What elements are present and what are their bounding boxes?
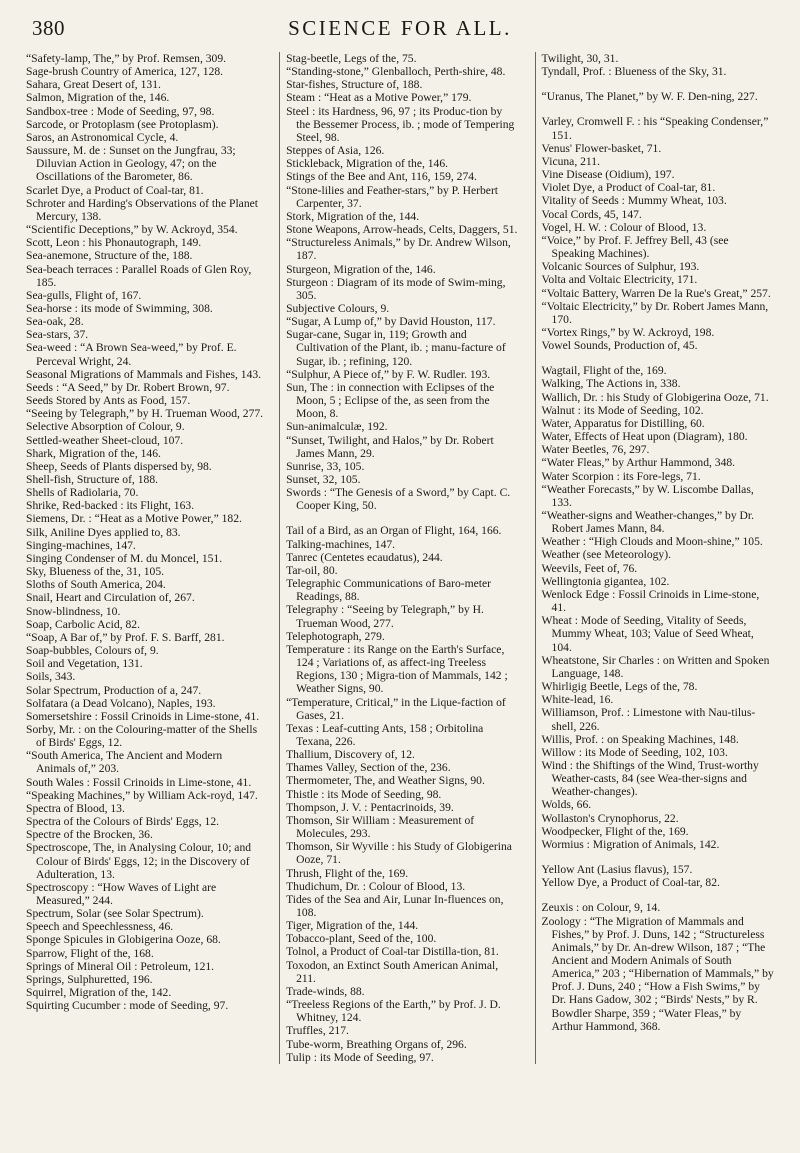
index-entry: Soap-bubbles, Colours of, 9. bbox=[26, 644, 159, 658]
index-entry: Tolnol, a Product of Coal-tar Distilla-tion, 81. bbox=[286, 945, 499, 959]
index-entry: Varley, Cromwell F. : his “Speaking Condenser,” 151. bbox=[541, 115, 769, 142]
index-entry: “Water Fleas,” by Arthur Hammond, 348. bbox=[541, 456, 736, 470]
index-entry: “South America, The Ancient and Modern Animals of,” 203. bbox=[26, 749, 223, 776]
index-entry: Telegraphy : “Seeing by Telegraph,” by H. Trueman Wood, 277. bbox=[286, 603, 484, 630]
index-entry: Whirligig Beetle, Legs of the, 78. bbox=[541, 680, 698, 694]
index-entry: Wallich, Dr. : his Study of Globigerina Ooze, 71. bbox=[541, 390, 769, 404]
index-entry: Star-fishes, Structure of, 188. bbox=[286, 78, 423, 92]
index-entry: Yellow Dye, a Product of Coal-tar, 82. bbox=[541, 876, 720, 890]
index-entry: “Soap, A Bar of,” by Prof. F. S. Barff, 281. bbox=[26, 630, 225, 644]
index-entry: Vocal Cords, 45, 147. bbox=[541, 207, 642, 221]
index-entry: Wellingtonia gigantea, 102. bbox=[541, 574, 670, 588]
index-entry: Solar Spectrum, Production of a, 247. bbox=[26, 683, 202, 697]
index-entry: Spectra of Blood, 13. bbox=[26, 801, 125, 815]
index-entry: Squirrel, Migration of the, 142. bbox=[26, 986, 172, 1000]
index-entry: Soils, 343. bbox=[26, 670, 76, 684]
index-entry: Sea-horse : its mode of Swimming, 308. bbox=[26, 301, 213, 315]
index-entry: Singing-machines, 147. bbox=[26, 538, 136, 552]
index-entry: Water, Effects of Heat upon (Diagram), 180. bbox=[541, 430, 748, 444]
index-entry: Steel : its Hardness, 96, 97 ; its Produc-tion by the Bessemer Process, ib. ; mode of Tempering Steel, 98. bbox=[286, 104, 515, 144]
index-entry: Squirting Cucumber : mode of Seeding, 97. bbox=[26, 999, 229, 1013]
index-entry: Somersetshire : Fossil Crinoids in Lime-stone, 41. bbox=[26, 709, 260, 723]
index-entry: Sugar-cane, Sugar in, 119; Growth and Cultivation of the Plant, ib. ; manu-facture of Sugar, ib. ; refining, 120. bbox=[286, 328, 506, 368]
index-entry: Sloths of South America, 204. bbox=[26, 578, 166, 592]
index-entry: Sun, The : in connection with Eclipses of the Moon, 5 ; Eclipse of the, as seen from the Moon, 8. bbox=[286, 380, 495, 421]
section-gap bbox=[286, 512, 518, 524]
index-entry: Sky, Blueness of the, 31, 105. bbox=[26, 565, 165, 579]
index-entry: Stork, Migration of the, 144. bbox=[286, 209, 420, 223]
index-entry: Tube-worm, Breathing Organs of, 296. bbox=[286, 1037, 467, 1051]
index-entry: “Voltaic Electricity,” by Dr. Robert James Mann, 170. bbox=[541, 299, 769, 326]
index-entry: Sorby, Mr. : on the Colouring-matter of the Shells of Birds' Eggs, 12. bbox=[26, 722, 258, 750]
index-entry: Truffles, 217. bbox=[286, 1024, 349, 1038]
index-entry: Scarlet Dye, a Product of Coal-tar, 81. bbox=[26, 183, 204, 197]
index-entry: Wheat : Mode of Seeding, Vitality of Seeds, Mummy Wheat, 103; Value of Seed Wheat, 104. bbox=[541, 614, 754, 654]
index-entry: Spectrum, Solar (see Solar Spectrum). bbox=[26, 907, 204, 921]
index-entry: Selective Absorption of Colour, 9. bbox=[26, 420, 185, 434]
index-entry: Zeuxis : on Colour, 9, 14. bbox=[541, 901, 661, 915]
index-entry: Schroter and Harding's Observations of the Planet Mercury, 138. bbox=[26, 196, 258, 223]
index-entry: Twilight, 30, 31. bbox=[541, 52, 619, 65]
index-entry: Thomson, Sir Wyville : his Study of Globigerina Ooze, 71. bbox=[286, 840, 512, 867]
index-entry: Vicuna, 211. bbox=[541, 154, 600, 168]
index-entry: Tiger, Migration of the, 144. bbox=[286, 919, 419, 933]
index-entry: “Voice,” by Prof. F. Jeffrey Bell, 43 (see Speaking Machines). bbox=[541, 233, 729, 261]
index-entry: Sunset, 32, 105. bbox=[286, 473, 361, 486]
index-entry: “Treeless Regions of the Earth,” by Prof. J. D. Whitney, 124. bbox=[286, 998, 501, 1025]
index-entry: Thistle : its Mode of Seeding, 98. bbox=[286, 787, 442, 801]
index-entry: “Weather Forecasts,” by W. Liscombe Dallas, 133. bbox=[541, 482, 754, 509]
index-entry: Soil and Vegetation, 131. bbox=[26, 657, 143, 671]
index-entry: Salmon, Migration of the, 146. bbox=[26, 91, 170, 105]
page-number: 380 bbox=[32, 16, 65, 40]
index-entry: Telegraphic Communications of Baro-meter Readings, 88. bbox=[286, 577, 492, 604]
index-entry: Scott, Leon : his Phonautograph, 149. bbox=[26, 236, 202, 250]
index-entry: Water, Apparatus for Distilling, 60. bbox=[541, 416, 705, 430]
index-entry: “Sunset, Twilight, and Halos,” by Dr. Robert James Mann, 29. bbox=[286, 433, 494, 460]
index-entry: “Safety-lamp, The,” by Prof. Remsen, 309. bbox=[26, 52, 227, 65]
index-entry: Toxodon, an Extinct South American Animal, 211. bbox=[286, 958, 499, 985]
index-entry: Tobacco-plant, Seed of the, 100. bbox=[286, 932, 437, 946]
index-entry: Snail, Heart and Circulation of, 267. bbox=[26, 591, 195, 605]
index-entry: Springs of Mineral Oil : Petroleum, 121. bbox=[26, 959, 215, 973]
index-entry: “Weather-signs and Weather-changes,” by Dr. Robert James Mann, 84. bbox=[541, 509, 755, 536]
index-entry: Stag-beetle, Legs of the, 75. bbox=[286, 52, 417, 65]
index-entry: “Seeing by Telegraph,” by H. Trueman Wood, 277. bbox=[26, 407, 264, 421]
index-entry: Stone Weapons, Arrow-heads, Celts, Daggers, 51. bbox=[286, 223, 518, 237]
index-entry: Tides of the Sea and Air, Lunar In-fluences on, 108. bbox=[286, 892, 504, 919]
section-gap bbox=[542, 352, 774, 364]
index-entry: Seasonal Migrations of Mammals and Fishes, 143. bbox=[26, 367, 262, 381]
index-entry: Sun-animalculæ, 192. bbox=[286, 420, 388, 434]
index-entry: Subjective Colours, 9. bbox=[286, 301, 390, 315]
index-entry: Wollaston's Crynophorus, 22. bbox=[541, 811, 679, 825]
index-entry: Talking-machines, 147. bbox=[286, 537, 396, 551]
index-entry: Telephotograph, 279. bbox=[286, 629, 385, 643]
index-entry: Thames Valley, Section of the, 236. bbox=[286, 761, 451, 775]
index-entry: Water Beetles, 76, 297. bbox=[541, 443, 650, 457]
section-gap bbox=[542, 78, 774, 90]
index-entry: Wenlock Edge : Fossil Crinoids in Lime-stone, 41. bbox=[541, 587, 760, 615]
index-entry: Shark, Migration of the, 146. bbox=[26, 446, 161, 460]
index-entry: “Sugar, A Lump of,” by David Houston, 117. bbox=[286, 315, 496, 329]
index-entry: “Speaking Machines,” by William Ack-royd, 147. bbox=[26, 788, 258, 802]
index-entry: Weevils, Feet of, 76. bbox=[541, 561, 638, 575]
index-entry: Walnut : its Mode of Seeding, 102. bbox=[541, 403, 704, 417]
index-entry: Solfatara (a Dead Volcano), Naples, 193. bbox=[26, 696, 216, 710]
index-entry: Sage-brush Country of America, 127, 128. bbox=[26, 65, 224, 79]
index-entry: Sheep, Seeds of Plants dispersed by, 98. bbox=[26, 459, 212, 473]
page-header bbox=[26, 14, 774, 48]
index-entry: Willis, Prof. : on Speaking Machines, 148. bbox=[541, 732, 739, 746]
index-entry: Seeds Stored by Ants as Food, 157. bbox=[26, 394, 191, 408]
index-entry: Thallium, Discovery of, 12. bbox=[286, 748, 415, 762]
index-entry: Settled-weather Sheet-cloud, 107. bbox=[26, 433, 184, 447]
index-entry: Vowel Sounds, Production of, 45. bbox=[541, 339, 698, 353]
index-entry: Steppes of Asia, 126. bbox=[286, 144, 385, 158]
index-entry: Williamson, Prof. : Limestone with Nau-tilus-shell, 226. bbox=[541, 706, 756, 733]
index-entry: Springs, Sulphuretted, 196. bbox=[26, 972, 153, 986]
index-entry: Thomson, Sir William : Measurement of Molecules, 293. bbox=[286, 813, 475, 841]
index-entry: Saussure, M. de : Sunset on the Jungfrau, 33; Diluvian Action in Geology, 47; on the Oscillations of the Barometer, 86. bbox=[26, 144, 236, 184]
index-entry: Wheatstone, Sir Charles : on Written and Spoken Language, 148. bbox=[541, 653, 770, 680]
index-entry: Water Scorpion : its Fore-legs, 71. bbox=[541, 469, 701, 483]
index-entry: “Uranus, The Planet,” by W. F. Den-ning, 227. bbox=[541, 90, 758, 104]
index-entry: Sparrow, Flight of the, 168. bbox=[26, 946, 154, 960]
index-entry: Shrike, Red-backed : its Flight, 163. bbox=[26, 499, 195, 513]
index-entry: Snow-blindness, 10. bbox=[26, 604, 121, 618]
index-entry: Seeds : “A Seed,” by Dr. Robert Brown, 97. bbox=[26, 380, 230, 394]
index-entry: Vine Disease (Oidium), 197. bbox=[541, 168, 675, 182]
index-entry: Spectroscopy : “How Waves of Light are Measured,” 244. bbox=[26, 880, 217, 907]
index-entry: Sea-gulls, Flight of, 167. bbox=[26, 288, 142, 302]
index-entry: Shell-fish, Structure of, 188. bbox=[26, 473, 159, 486]
index-entry: Stickleback, Migration of the, 146. bbox=[286, 157, 449, 171]
running-title: SCIENCE FOR ALL. bbox=[288, 16, 512, 40]
index-entry: Thudichum, Dr. : Colour of Blood, 13. bbox=[286, 879, 466, 893]
index-entry: Texas : Leaf-cutting Ants, 158 ; Orbitolina Texana, 226. bbox=[286, 721, 484, 748]
index-entry: “Scientific Deceptions,” by W. Ackroyd, 354. bbox=[26, 223, 238, 237]
index-entry: Spectroscope, The, in Analysing Colour, 10; and Colour of Birds' Eggs, 12; in the Discovery of Adulteration, 13. bbox=[26, 841, 252, 881]
index-entry: Tanrec (Centetes ecaudatus), 244. bbox=[286, 550, 443, 564]
index-entry: “Voltaic Battery, Warren De la Rue's Great,” 257. bbox=[541, 286, 771, 300]
index-entry: Swords : “The Genesis of a Sword,” by Capt. C. Cooper King, 50. bbox=[286, 486, 511, 513]
index-entry: Wolds, 66. bbox=[541, 798, 592, 812]
index-entry: Wagtail, Flight of the, 169. bbox=[541, 364, 667, 378]
index-column-2 bbox=[279, 52, 518, 1064]
index-entry: Vitality of Seeds : Mummy Wheat, 103. bbox=[541, 194, 727, 208]
index-entry: White-lead, 16. bbox=[541, 693, 614, 707]
index-entry: Temperature : its Range on the Earth's Surface, 124 ; Variations of, as affect-ing Treeless Regions, 130 ; Migra-tion of Mammals, 142 ; Weather Signs, 90. bbox=[286, 642, 508, 696]
index-entry: Soap, Carbolic Acid, 82. bbox=[26, 617, 140, 631]
index-entry: Trade-winds, 88. bbox=[286, 984, 365, 998]
index-entry: Walking, The Actions in, 338. bbox=[541, 377, 681, 391]
index-entry: Venus' Flower-basket, 71. bbox=[541, 141, 662, 155]
index-entry: Willow : its Mode of Seeding, 102, 103. bbox=[541, 745, 728, 759]
index-entry: Stings of the Bee and Ant, 116, 159, 274. bbox=[286, 170, 477, 184]
section-gap bbox=[542, 889, 774, 901]
index-column-3 bbox=[535, 52, 774, 1064]
index-entry: Tar-oil, 80. bbox=[286, 563, 338, 577]
index-entry: Steam : “Heat as a Motive Power,” 179. bbox=[286, 91, 472, 105]
index-entry: Volcanic Sources of Sulphur, 193. bbox=[541, 260, 700, 274]
index-entry: Speech and Speechlessness, 46. bbox=[26, 920, 174, 934]
index-entry: Vogel, H. W. : Colour of Blood, 13. bbox=[541, 220, 707, 234]
index-entry: Sea-anemone, Structure of the, 188. bbox=[26, 249, 193, 263]
index-entry: Siemens, Dr. : “Heat as a Motive Power,” 182. bbox=[26, 512, 242, 526]
index-entry: Spectra of the Colours of Birds' Eggs, 12. bbox=[26, 815, 220, 829]
index-entry: South Wales : Fossil Crinoids in Lime-stone, 41. bbox=[26, 775, 252, 789]
index-entry: Sea-stars, 37. bbox=[26, 328, 89, 342]
index-entry: Silk, Aniline Dyes applied to, 83. bbox=[26, 525, 181, 539]
index-entry: “Standing-stone,” Glenballoch, Perth-shire, 48. bbox=[286, 65, 506, 79]
index-entry: Volta and Voltaic Electricity, 171. bbox=[541, 273, 698, 287]
index-entry: Violet Dye, a Product of Coal-tar, 81. bbox=[541, 181, 716, 195]
index-entry: Sea-weed : “A Brown Sea-weed,” by Prof. E. Perceval Wright, 24. bbox=[26, 341, 237, 368]
index-entry: Sturgeon, Migration of the, 146. bbox=[286, 262, 436, 276]
index-entry: Sponge Spicules in Globigerina Ooze, 68. bbox=[26, 933, 221, 947]
index-entry: Saros, an Astronomical Cycle, 4. bbox=[26, 130, 179, 144]
index-column-1 bbox=[26, 52, 263, 1064]
index-entry: Shells of Radiolaria, 70. bbox=[26, 486, 139, 500]
index-entry: Tail of a Bird, as an Organ of Flight, 164, 166. bbox=[286, 524, 502, 538]
index-entry: Sarcode, or Protoplasm (see Protoplasm). bbox=[26, 117, 219, 131]
index-entry: Spectre of the Brocken, 36. bbox=[26, 828, 153, 842]
index-entry: Sea-oak, 28. bbox=[26, 315, 84, 329]
index-entry: Tyndall, Prof. : Blueness of the Sky, 31. bbox=[541, 65, 727, 79]
index-entry: Sandbox-tree : Mode of Seeding, 97, 98. bbox=[26, 104, 215, 118]
index-entry: “Sulphur, A Piece of,” by F. W. Rudler. 193. bbox=[286, 367, 491, 381]
index-entry: Weather : “High Clouds and Moon-shine,” 105. bbox=[541, 535, 763, 549]
index-entry: Sea-beach terraces : Parallel Roads of Glen Roy, 185. bbox=[26, 262, 252, 289]
index-entry: Thompson, J. V. : Pentacrinoids, 39. bbox=[286, 800, 454, 814]
index-entry: Weather (see Meteorology). bbox=[541, 548, 671, 562]
index-entry: Wormius : Migration of Animals, 142. bbox=[541, 837, 720, 851]
section-gap bbox=[542, 103, 774, 115]
index-entry: Zoology : “The Migration of Mammals and Fishes,” by Prof. J. Duns, 142 ; “Structureless Animals,” by Dr. An-drew Wilson, 187 ; “The Ancient and Modern Animals of South America,” 203 ; “Hibernation of Mammals,” by Prof. J. Duns, 240 ; “How a Fish Swims,” by Dr. Hans Gadow, 302 ; “Birds' Nests,” by R. Bowdler Sharpe, 359 ; “Water Fleas,” by Arthur Hammond, 368. bbox=[541, 914, 774, 1033]
index-entry: Thermometer, The, and Weather Signs, 90. bbox=[286, 774, 485, 788]
index-entry: “Temperature, Critical,” in the Lique-faction of Gases, 21. bbox=[286, 695, 506, 722]
index-entry: Sturgeon : Diagram of its mode of Swim-ming, 305. bbox=[286, 275, 506, 302]
index-entry: “Structureless Animals,” by Dr. Andrew Wilson, 187. bbox=[286, 236, 511, 263]
index-entry: Yellow Ant (Lasius flavus), 157. bbox=[541, 863, 693, 877]
index-entry: “Vortex Rings,” by W. Ackroyd, 198. bbox=[541, 325, 715, 339]
index-entry: Singing Condenser of M. du Moncel, 151. bbox=[26, 551, 223, 565]
index-columns bbox=[26, 52, 774, 1064]
index-entry: “Stone-lilies and Feather-stars,” by P. Herbert Carpenter, 37. bbox=[286, 183, 499, 210]
index-entry: Tulip : its Mode of Seeding, 97. bbox=[286, 1050, 434, 1064]
index-entry: Sahara, Great Desert of, 131. bbox=[26, 78, 161, 92]
index-entry: Thrush, Flight of the, 169. bbox=[286, 866, 409, 880]
index-entry: Sunrise, 33, 105. bbox=[286, 459, 365, 473]
index-entry: Woodpecker, Flight of the, 169. bbox=[541, 824, 689, 838]
index-entry: Wind : the Shiftings of the Wind, Trust-worthy Weather-casts, 84 (see Wea-ther-signs and Weather-changes). bbox=[541, 758, 759, 799]
section-gap bbox=[542, 851, 774, 863]
